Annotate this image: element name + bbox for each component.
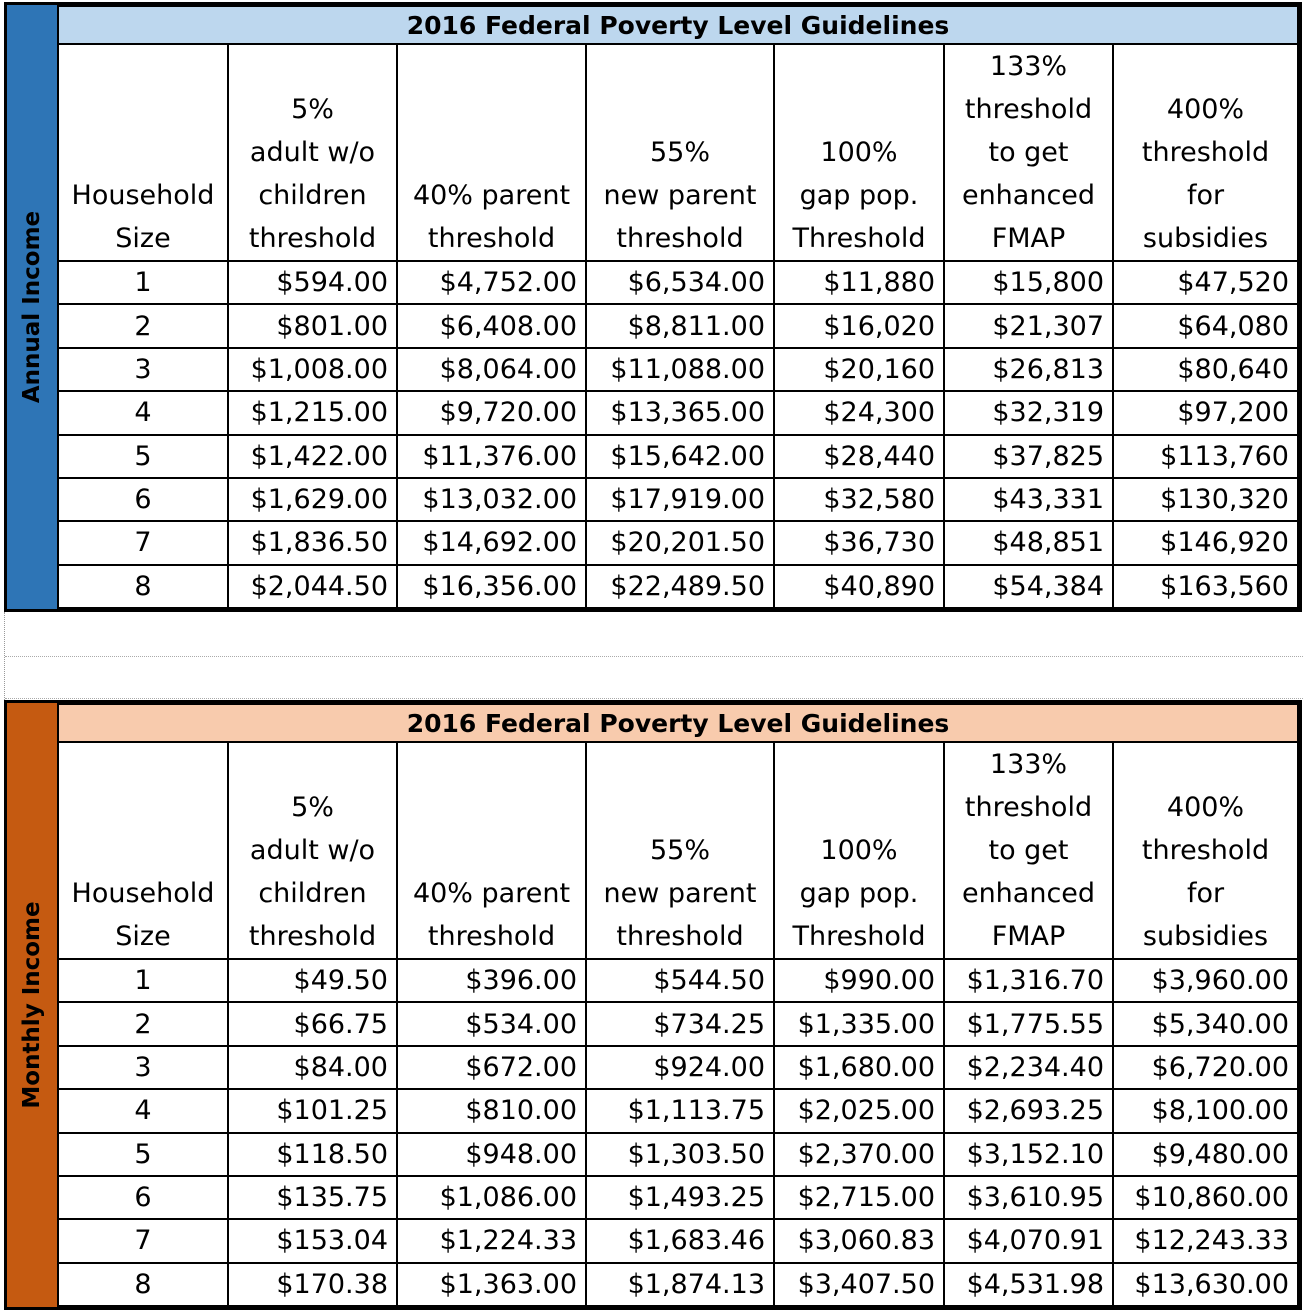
value-cell: $113,760: [1113, 435, 1298, 478]
header-line: 133%: [989, 749, 1068, 780]
annual-header-col-6: [1113, 44, 1298, 261]
value-cell: $15,642.00: [586, 435, 774, 478]
value-cell: $146,920: [1113, 521, 1298, 564]
header-line: 55%: [649, 835, 710, 866]
value-cell: $4,752.00: [397, 261, 586, 304]
household-size-cell: 8: [58, 565, 228, 608]
household-size-cell: 8: [58, 1263, 228, 1306]
value-cell: $990.00: [774, 959, 944, 1002]
household-size-cell: 5: [58, 435, 228, 478]
table-row: [58, 1263, 1298, 1306]
household-size-cell: 4: [58, 391, 228, 434]
monthly-table-body: [58, 959, 1298, 1306]
table-row: [58, 304, 1298, 347]
header-line: 55%: [649, 137, 710, 168]
household-size-cell: 3: [58, 348, 228, 391]
value-cell: $15,800: [944, 261, 1113, 304]
header-line: children: [258, 878, 367, 909]
value-cell: $4,531.98: [944, 1263, 1113, 1306]
header-line: threshold: [964, 94, 1093, 125]
annual-header-col-2: [397, 44, 586, 261]
value-cell: $16,020: [774, 304, 944, 347]
value-cell: $3,407.50: [774, 1263, 944, 1306]
header-line: to get: [988, 835, 1069, 866]
header-line: Threshold: [792, 921, 926, 952]
value-cell: $1,316.70: [944, 959, 1113, 1002]
annual-table-title: 2016 Federal Poverty Level Guidelines: [58, 6, 1298, 44]
value-cell: $12,243.33: [1113, 1219, 1298, 1262]
household-size-cell: 7: [58, 521, 228, 564]
annual-header-col-3: [586, 44, 774, 261]
value-cell: $1,113.75: [586, 1089, 774, 1132]
header-line: FMAP: [991, 223, 1066, 254]
value-cell: $8,064.00: [397, 348, 586, 391]
header-line: 100%: [820, 137, 898, 168]
value-cell: $5,340.00: [1113, 1002, 1298, 1045]
value-cell: $130,320: [1113, 478, 1298, 521]
annual-header-col-4: [774, 44, 944, 261]
header-line: children: [258, 180, 367, 211]
header-line: new parent: [603, 878, 757, 909]
value-cell: $1,422.00: [228, 435, 397, 478]
value-cell: $396.00: [397, 959, 586, 1002]
value-cell: $948.00: [397, 1133, 586, 1176]
value-cell: $26,813: [944, 348, 1113, 391]
annual-table-body: [58, 261, 1298, 608]
value-cell: $11,088.00: [586, 348, 774, 391]
value-cell: $13,365.00: [586, 391, 774, 434]
table-row: [58, 959, 1298, 1002]
value-cell: $1,215.00: [228, 391, 397, 434]
value-cell: $2,370.00: [774, 1133, 944, 1176]
value-cell: $170.38: [228, 1263, 397, 1306]
value-cell: $16,356.00: [397, 565, 586, 608]
table-row: [58, 521, 1298, 564]
monthly-header-col-0: [58, 742, 228, 959]
value-cell: $101.25: [228, 1089, 397, 1132]
value-cell: $43,331: [944, 478, 1113, 521]
value-cell: $8,100.00: [1113, 1089, 1298, 1132]
value-cell: $49.50: [228, 959, 397, 1002]
header-line: gap pop.: [799, 878, 919, 909]
monthly-income-side-label: [7, 703, 57, 1307]
value-cell: $36,730: [774, 521, 944, 564]
value-cell: $1,224.33: [397, 1219, 586, 1262]
monthly-header-col-1: [228, 742, 397, 959]
table-row: [58, 1219, 1298, 1262]
monthly-header-col-2: [397, 742, 586, 959]
spreadsheet-gap: [4, 612, 1303, 700]
value-cell: $672.00: [397, 1046, 586, 1089]
header-line: Size: [115, 223, 171, 254]
value-cell: $1,680.00: [774, 1046, 944, 1089]
header-line: 40% parent: [412, 180, 571, 211]
value-cell: $21,307: [944, 304, 1113, 347]
value-cell: $8,811.00: [586, 304, 774, 347]
value-cell: $1,683.46: [586, 1219, 774, 1262]
value-cell: $544.50: [586, 959, 774, 1002]
header-line: adult w/o: [249, 137, 376, 168]
table-row: [58, 261, 1298, 304]
value-cell: $80,640: [1113, 348, 1298, 391]
header-line: enhanced: [961, 878, 1096, 909]
value-cell: $3,152.10: [944, 1133, 1113, 1176]
header-line: FMAP: [991, 921, 1066, 952]
value-cell: $2,715.00: [774, 1176, 944, 1219]
value-cell: $13,032.00: [397, 478, 586, 521]
value-cell: $40,890: [774, 565, 944, 608]
table-row: [58, 1046, 1298, 1089]
header-line: gap pop.: [799, 180, 919, 211]
value-cell: $11,880: [774, 261, 944, 304]
value-cell: $9,720.00: [397, 391, 586, 434]
value-cell: $118.50: [228, 1133, 397, 1176]
household-size-cell: 1: [58, 959, 228, 1002]
household-size-cell: 7: [58, 1219, 228, 1262]
household-size-cell: 6: [58, 1176, 228, 1219]
household-size-cell: 2: [58, 304, 228, 347]
header-line: enhanced: [961, 180, 1096, 211]
value-cell: $1,303.50: [586, 1133, 774, 1176]
household-size-cell: 1: [58, 261, 228, 304]
table-row: [58, 478, 1298, 521]
value-cell: $32,319: [944, 391, 1113, 434]
header-line: 100%: [820, 835, 898, 866]
value-cell: $10,860.00: [1113, 1176, 1298, 1219]
table-row: [58, 1002, 1298, 1045]
value-cell: $20,160: [774, 348, 944, 391]
header-line: threshold: [248, 223, 377, 254]
header-line: 400%: [1166, 792, 1245, 823]
household-size-cell: 6: [58, 478, 228, 521]
value-cell: $1,629.00: [228, 478, 397, 521]
header-line: to get: [988, 137, 1069, 168]
header-line: threshold: [427, 223, 556, 254]
monthly-header-row: [58, 742, 1298, 959]
monthly-header-col-3: [586, 742, 774, 959]
header-line: Household: [71, 180, 215, 211]
header-line: Size: [115, 921, 171, 952]
household-size-cell: 4: [58, 1089, 228, 1132]
annual-header-col-0: [58, 44, 228, 261]
monthly-header-col-6: [1113, 742, 1298, 959]
value-cell: $84.00: [228, 1046, 397, 1089]
value-cell: $1,874.13: [586, 1263, 774, 1306]
header-line: adult w/o: [249, 835, 376, 866]
value-cell: $135.75: [228, 1176, 397, 1219]
value-cell: $1,836.50: [228, 521, 397, 564]
value-cell: $6,534.00: [586, 261, 774, 304]
value-cell: $153.04: [228, 1219, 397, 1262]
header-line: threshold: [427, 921, 556, 952]
value-cell: $1,775.55: [944, 1002, 1113, 1045]
value-cell: $20,201.50: [586, 521, 774, 564]
value-cell: $2,025.00: [774, 1089, 944, 1132]
value-cell: $1,335.00: [774, 1002, 944, 1045]
header-line: threshold: [964, 792, 1093, 823]
header-line: new parent: [603, 180, 757, 211]
table-row: [58, 1089, 1298, 1132]
value-cell: $37,825: [944, 435, 1113, 478]
value-cell: $6,720.00: [1113, 1046, 1298, 1089]
value-cell: $534.00: [397, 1002, 586, 1045]
monthly-header-col-5: [944, 742, 1113, 959]
monthly-income-label: Monthly Income: [19, 901, 45, 1109]
value-cell: $801.00: [228, 304, 397, 347]
header-line: Household: [71, 878, 215, 909]
value-cell: $17,919.00: [586, 478, 774, 521]
value-cell: $2,234.40: [944, 1046, 1113, 1089]
value-cell: $6,408.00: [397, 304, 586, 347]
header-line: 133%: [989, 51, 1068, 82]
annual-income-label: Annual Income: [19, 210, 45, 404]
household-size-cell: 3: [58, 1046, 228, 1089]
header-line: threshold: [616, 223, 744, 254]
table-row: [58, 1133, 1298, 1176]
value-cell: $32,580: [774, 478, 944, 521]
household-size-cell: 2: [58, 1002, 228, 1045]
household-size-cell: 5: [58, 1133, 228, 1176]
value-cell: $1,493.25: [586, 1176, 774, 1219]
value-cell: $163,560: [1113, 565, 1298, 608]
value-cell: $11,376.00: [397, 435, 586, 478]
value-cell: $14,692.00: [397, 521, 586, 564]
value-cell: $66.75: [228, 1002, 397, 1045]
value-cell: $1,363.00: [397, 1263, 586, 1306]
header-line: threshold for: [1141, 835, 1270, 909]
monthly-table-title: 2016 Federal Poverty Level Guidelines: [58, 704, 1298, 742]
value-cell: $28,440: [774, 435, 944, 478]
value-cell: $3,610.95: [944, 1176, 1113, 1219]
value-cell: $47,520: [1113, 261, 1298, 304]
header-line: threshold: [248, 921, 377, 952]
value-cell: $64,080: [1113, 304, 1298, 347]
value-cell: $594.00: [228, 261, 397, 304]
value-cell: $2,044.50: [228, 565, 397, 608]
table-row: [58, 348, 1298, 391]
value-cell: $13,630.00: [1113, 1263, 1298, 1306]
header-line: subsidies: [1142, 921, 1269, 952]
monthly-income-block: [4, 700, 1302, 1310]
header-line: Threshold: [792, 223, 926, 254]
annual-income-side-label: [7, 5, 57, 609]
value-cell: $3,960.00: [1113, 959, 1298, 1002]
value-cell: $810.00: [397, 1089, 586, 1132]
table-row: [58, 565, 1298, 608]
annual-header-col-5: [944, 44, 1113, 261]
annual-header-row: [58, 44, 1298, 261]
value-cell: $2,693.25: [944, 1089, 1113, 1132]
value-cell: $24,300: [774, 391, 944, 434]
monthly-header-col-4: [774, 742, 944, 959]
header-line: threshold: [616, 921, 744, 952]
monthly-income-table: [57, 703, 1299, 1307]
annual-income-table: [57, 5, 1299, 609]
value-cell: $1,086.00: [397, 1176, 586, 1219]
value-cell: $22,489.50: [586, 565, 774, 608]
header-line: 5%: [291, 792, 334, 823]
value-cell: $48,851: [944, 521, 1113, 564]
value-cell: $3,060.83: [774, 1219, 944, 1262]
value-cell: $54,384: [944, 565, 1113, 608]
value-cell: $1,008.00: [228, 348, 397, 391]
value-cell: $97,200: [1113, 391, 1298, 434]
table-row: [58, 391, 1298, 434]
annual-header-col-1: [228, 44, 397, 261]
header-line: threshold for: [1141, 137, 1270, 211]
value-cell: $924.00: [586, 1046, 774, 1089]
header-line: 40% parent: [412, 878, 571, 909]
value-cell: $734.25: [586, 1002, 774, 1045]
header-line: 5%: [291, 94, 334, 125]
header-line: subsidies: [1142, 223, 1269, 254]
value-cell: $9,480.00: [1113, 1133, 1298, 1176]
table-row: [58, 435, 1298, 478]
value-cell: $4,070.91: [944, 1219, 1113, 1262]
table-row: [58, 1176, 1298, 1219]
annual-income-block: [4, 2, 1302, 612]
header-line: 400%: [1166, 94, 1245, 125]
